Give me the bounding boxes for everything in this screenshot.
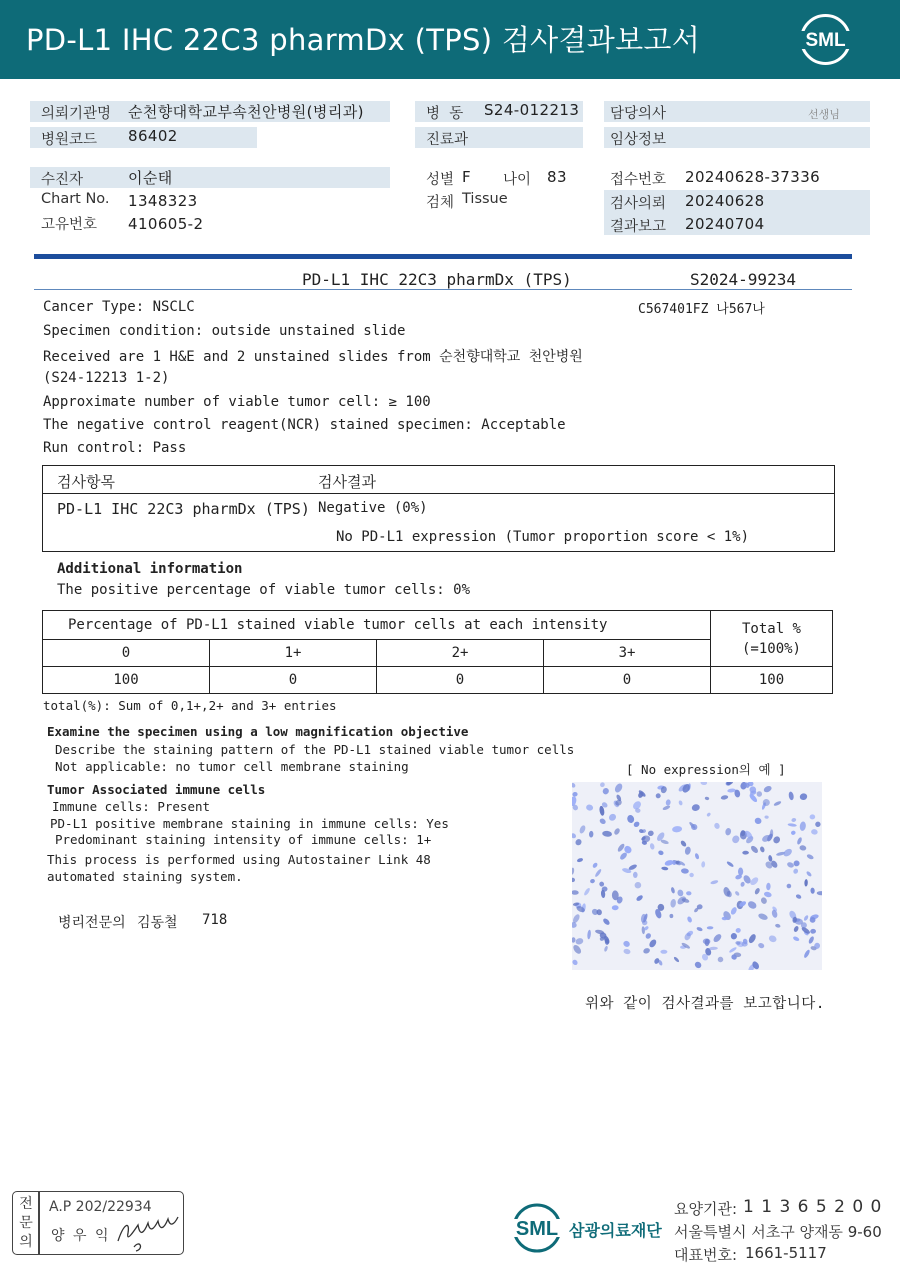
nucleus <box>608 812 618 822</box>
nucleus <box>747 900 758 911</box>
nucleus <box>622 940 631 948</box>
value-1plus: 0 <box>210 667 377 694</box>
nucleus <box>726 861 734 868</box>
doctor-suffix: 선생님 <box>808 108 840 121</box>
doctor-label: 담당의사 <box>610 106 667 122</box>
nucleus <box>617 843 626 853</box>
nucleus <box>642 947 650 954</box>
nucleus <box>669 914 673 918</box>
institution-value: 순천향대학교부속천안병원(병리과) <box>128 103 364 121</box>
nucleus <box>673 956 680 963</box>
nucleus <box>760 896 768 904</box>
pathologist-name: 김동철 <box>137 915 178 931</box>
nucleus <box>574 838 583 847</box>
foundation-name: 삼광의료재단 <box>569 1221 662 1240</box>
nucleus <box>592 862 599 869</box>
nucleus <box>763 785 773 794</box>
nucleus <box>578 824 586 834</box>
nucleus <box>731 834 741 844</box>
nucleus <box>589 831 594 838</box>
col-header-1plus: 1+ <box>210 640 377 667</box>
nucleus <box>681 868 689 874</box>
nucleus <box>700 782 707 785</box>
nucleus <box>735 927 741 933</box>
nucleus <box>599 881 605 887</box>
nucleus <box>585 804 593 812</box>
nucleus <box>710 879 719 884</box>
sml-logo <box>798 12 853 67</box>
nucleus <box>773 800 782 806</box>
nucleus <box>810 887 815 893</box>
nucleus <box>747 933 757 944</box>
hospital-code-value: 86402 <box>128 127 178 145</box>
nucleus <box>645 932 653 940</box>
additional-text: The positive percentage of viable tumor cells: 0% <box>57 582 471 598</box>
nucleus <box>635 894 643 902</box>
nucleus <box>686 916 692 923</box>
nucleus <box>587 930 591 940</box>
nucleus <box>742 942 748 947</box>
nucleus <box>759 846 765 853</box>
nucleus <box>718 957 724 963</box>
nucleus <box>658 850 665 856</box>
nucleus <box>594 868 602 877</box>
value-2plus: 0 <box>377 667 544 694</box>
intensity-header: Percentage of PD-L1 stained viable tumor cells at each intensity <box>43 611 711 640</box>
col-header-3plus: 3+ <box>544 640 711 667</box>
nucleus <box>701 861 705 868</box>
nucleus <box>713 822 720 830</box>
nucleus <box>623 948 631 955</box>
nucleus <box>576 857 583 862</box>
signature-mark <box>114 1203 182 1253</box>
value-0: 100 <box>43 667 210 694</box>
stamp-name: 양 우 익 <box>51 1228 111 1244</box>
closing-statement: 위와 같이 검사결과를 보고합니다. <box>585 996 826 1012</box>
nucleus <box>799 793 808 801</box>
nucleus <box>793 868 799 875</box>
nucleus <box>750 845 760 855</box>
nucleus <box>648 938 658 948</box>
logo-text: SML <box>805 30 846 51</box>
run-control: Run control: Pass <box>43 440 187 456</box>
nucleus <box>575 937 584 945</box>
nucleus <box>665 799 671 806</box>
nucleus <box>602 917 611 926</box>
hospital-code-label: 병원코드 <box>41 132 98 148</box>
receipt-label: 접수번호 <box>610 172 667 188</box>
patient-label: 수진자 <box>41 172 84 188</box>
stamp-divider <box>38 1191 40 1255</box>
nucleus <box>738 868 743 876</box>
nucleus <box>572 959 579 966</box>
nucleus <box>694 853 700 860</box>
pathologist-label: 병리전문의 <box>58 915 126 931</box>
institution-code: 1 1 3 6 5 2 0 0 <box>743 1197 883 1217</box>
nucleus <box>689 872 695 878</box>
nucleus <box>694 960 703 969</box>
chart-label: Chart No. <box>41 191 110 207</box>
phone-number: 1661-5117 <box>745 1244 827 1262</box>
cancer-type: Cancer Type: NSCLC <box>43 299 195 315</box>
specimen-condition: Specimen condition: outside unstained slide <box>43 323 406 339</box>
report-subtitle: PD-L1 IHC 22C3 pharmDx (TPS) <box>302 270 572 289</box>
nucleus <box>604 945 609 952</box>
nucleus <box>734 890 740 896</box>
report-title: PD-L1 IHC 22C3 pharmDx (TPS) 검사결과보고서 <box>26 23 701 57</box>
footer-sml-logo <box>510 1201 564 1255</box>
nucleus <box>809 814 815 819</box>
nucleus <box>572 890 579 895</box>
total-header-cell <box>711 611 833 667</box>
nucleus <box>712 933 723 944</box>
value-3plus: 0 <box>544 667 711 694</box>
nucleus <box>686 891 691 895</box>
nucleus <box>810 929 816 934</box>
ward-label: 병 동 <box>426 106 464 122</box>
nucleus <box>678 800 683 806</box>
nucleus <box>633 820 641 828</box>
case-number: S2024-99234 <box>690 270 796 289</box>
col-header-0: 0 <box>43 640 210 667</box>
nucleus <box>641 926 645 934</box>
nucleus <box>806 870 813 877</box>
additional-heading: Additional information <box>57 561 243 577</box>
nucleus <box>740 881 745 887</box>
nucleus <box>725 827 732 835</box>
nucleus <box>707 926 714 929</box>
nucleus <box>572 867 575 874</box>
nucleus <box>720 795 728 801</box>
nucleus <box>655 793 661 799</box>
received-reference: (S24-12213 1-2) <box>43 370 170 386</box>
nucleus <box>728 946 737 953</box>
nucleus <box>602 787 610 796</box>
footer-logo-text: SML <box>515 1218 559 1240</box>
age-value: 83 <box>547 168 567 186</box>
nucleus <box>771 909 778 918</box>
sex-value: F <box>462 168 472 186</box>
nucleus <box>572 832 577 839</box>
ncr-status: The negative control reagent(NCR) stained specimen: Acceptable <box>43 417 566 433</box>
stamp-char-1: 전 <box>19 1196 33 1212</box>
section-divider <box>34 254 852 259</box>
nucleus <box>672 826 683 833</box>
intensity-table <box>42 610 833 694</box>
result-header: 검사결과 <box>318 473 376 491</box>
nucleus <box>647 830 654 837</box>
nucleus <box>602 830 612 837</box>
test-result: Negative (0%) <box>318 500 428 516</box>
nucleus <box>766 883 771 891</box>
nucleus <box>793 925 799 932</box>
nucleus <box>670 899 677 908</box>
request-label: 검사의뢰 <box>610 196 667 212</box>
nucleus <box>649 843 655 850</box>
nucleus <box>613 782 623 794</box>
nucleus <box>757 912 768 921</box>
nucleus <box>756 791 763 798</box>
subtitle-underline <box>34 289 852 290</box>
immune-heading: Tumor Associated immune cells <box>47 782 266 797</box>
nucleus <box>772 835 781 845</box>
nucleus <box>763 891 772 898</box>
nucleus <box>661 866 668 870</box>
nucleus <box>787 823 797 827</box>
nucleus <box>786 883 792 889</box>
department-label: 진료과 <box>426 132 469 148</box>
nucleus <box>806 853 814 860</box>
unique-label: 고유번호 <box>41 217 98 233</box>
process-line-2: automated staining system. <box>47 869 243 884</box>
nucleus <box>804 879 808 887</box>
nucleus <box>803 949 811 959</box>
nucleus <box>572 944 583 956</box>
item-header: 검사항목 <box>57 473 115 491</box>
report-value: 20240704 <box>685 215 765 233</box>
specimen-label: 검체 <box>426 195 455 211</box>
immune-line-2: PD-L1 positive membrane staining in immune cells: Yes <box>50 816 449 831</box>
nucleus <box>808 936 815 945</box>
examine-line-2: Not applicable: no tumor cell membrane staining <box>55 759 409 774</box>
image-caption: [ No expression의 예 ] <box>626 762 786 777</box>
nucleus <box>811 829 819 836</box>
nucleus <box>786 861 794 868</box>
sex-label: 성별 <box>426 172 455 188</box>
request-value: 20240628 <box>685 192 765 210</box>
address: 서울특별시 서초구 양재동 9-60 <box>674 1223 882 1241</box>
ward-value: S24-012213 <box>484 101 580 119</box>
nucleus <box>793 860 800 867</box>
nucleus <box>664 859 674 866</box>
micrograph-cells <box>572 782 822 970</box>
unique-value: 410605-2 <box>128 215 204 233</box>
nucleus <box>795 894 802 900</box>
report-label: 결과보고 <box>610 219 667 235</box>
nucleus <box>799 845 807 852</box>
nucleus <box>626 814 635 824</box>
nucleus <box>572 937 576 943</box>
immune-line-1: Immune cells: Present <box>52 799 211 814</box>
result-note: No PD-L1 expression (Tumor proportion score < 1%) <box>336 529 750 545</box>
institution-code-label: 요양기관: <box>674 1200 738 1218</box>
age-label: 나이 <box>503 172 532 188</box>
value-total: 100 <box>711 667 833 694</box>
nucleus <box>730 906 738 915</box>
receipt-value: 20240628-37336 <box>685 168 821 186</box>
clinical-label: 임상정보 <box>610 132 667 148</box>
nucleus <box>722 917 728 920</box>
immune-line-3: Predominant staining intensity of immune cells: 1+ <box>55 832 432 847</box>
nucleus <box>583 887 591 896</box>
nucleus <box>612 905 619 910</box>
nucleus <box>691 803 701 812</box>
examine-heading: Examine the specimen using a low magnification objective <box>47 724 469 739</box>
col-header-2plus: 2+ <box>377 640 544 667</box>
nucleus <box>803 915 809 922</box>
nucleus <box>599 817 607 825</box>
result-box-divider <box>42 493 835 494</box>
process-line-1: This process is performed using Autostainer Link 48 <box>47 852 431 867</box>
nucleus <box>754 817 762 825</box>
nucleus <box>634 882 641 889</box>
nucleus <box>680 840 688 848</box>
nucleus <box>799 821 806 831</box>
nucleus <box>590 878 596 883</box>
stamp-char-3: 의 <box>19 1234 33 1250</box>
nucleus <box>696 926 703 932</box>
chart-value: 1348323 <box>128 192 198 210</box>
nucleus <box>706 812 711 817</box>
nucleus <box>572 782 576 789</box>
patient-row <box>30 167 390 188</box>
nucleus <box>730 932 737 940</box>
nucleus <box>796 837 802 845</box>
nucleus <box>684 846 691 855</box>
nucleus <box>817 891 822 895</box>
nucleus <box>768 934 778 943</box>
total-subheader: (=100%) <box>741 640 801 657</box>
nucleus <box>660 950 667 954</box>
nucleus <box>792 936 800 942</box>
nucleus <box>757 942 765 949</box>
total-header: Total % <box>741 620 801 637</box>
sample-code: C567401FZ 나567나 <box>638 302 765 317</box>
nucleus <box>633 872 638 878</box>
table-footnote: total(%): Sum of 0,1+,2+ and 3+ entries <box>43 698 337 713</box>
pathologist-number: 718 <box>202 912 228 928</box>
stamp-license: A.P 202/22934 <box>49 1199 152 1215</box>
phone-label: 대표번호: <box>674 1246 738 1264</box>
institution-label: 의뢰기관명 <box>41 106 112 122</box>
test-item: PD-L1 IHC 22C3 pharmDx (TPS) <box>57 500 310 518</box>
nucleus <box>599 782 606 788</box>
nucleus <box>704 796 709 800</box>
nucleus <box>677 889 684 897</box>
nucleus <box>754 887 761 895</box>
nucleus <box>662 805 671 811</box>
patient-value: 이순태 <box>128 169 173 187</box>
viable-cell-count: Approximate number of viable tumor cell: ≥ 100 <box>43 394 431 410</box>
specimen-value: Tissue <box>462 191 508 207</box>
nucleus <box>791 817 797 822</box>
nucleus <box>768 855 773 862</box>
nucleus <box>572 877 575 882</box>
nucleus <box>775 923 781 928</box>
nucleus <box>788 791 794 800</box>
stamp-char-2: 문 <box>19 1215 33 1231</box>
nucleus <box>572 791 578 797</box>
received-slides: Received are 1 H&E and 2 unstained slides from 순천향대학교 천안병원 <box>43 349 583 365</box>
nucleus <box>613 827 621 835</box>
nucleus <box>764 815 769 819</box>
nucleus <box>815 821 821 827</box>
stamp-side-label <box>17 1195 35 1252</box>
micrograph-image <box>572 782 822 970</box>
examine-line-1: Describe the staining pattern of the PD-L1 stained viable tumor cells <box>55 742 575 757</box>
nucleus <box>790 830 796 835</box>
nucleus <box>670 887 675 894</box>
nucleus <box>742 851 749 855</box>
